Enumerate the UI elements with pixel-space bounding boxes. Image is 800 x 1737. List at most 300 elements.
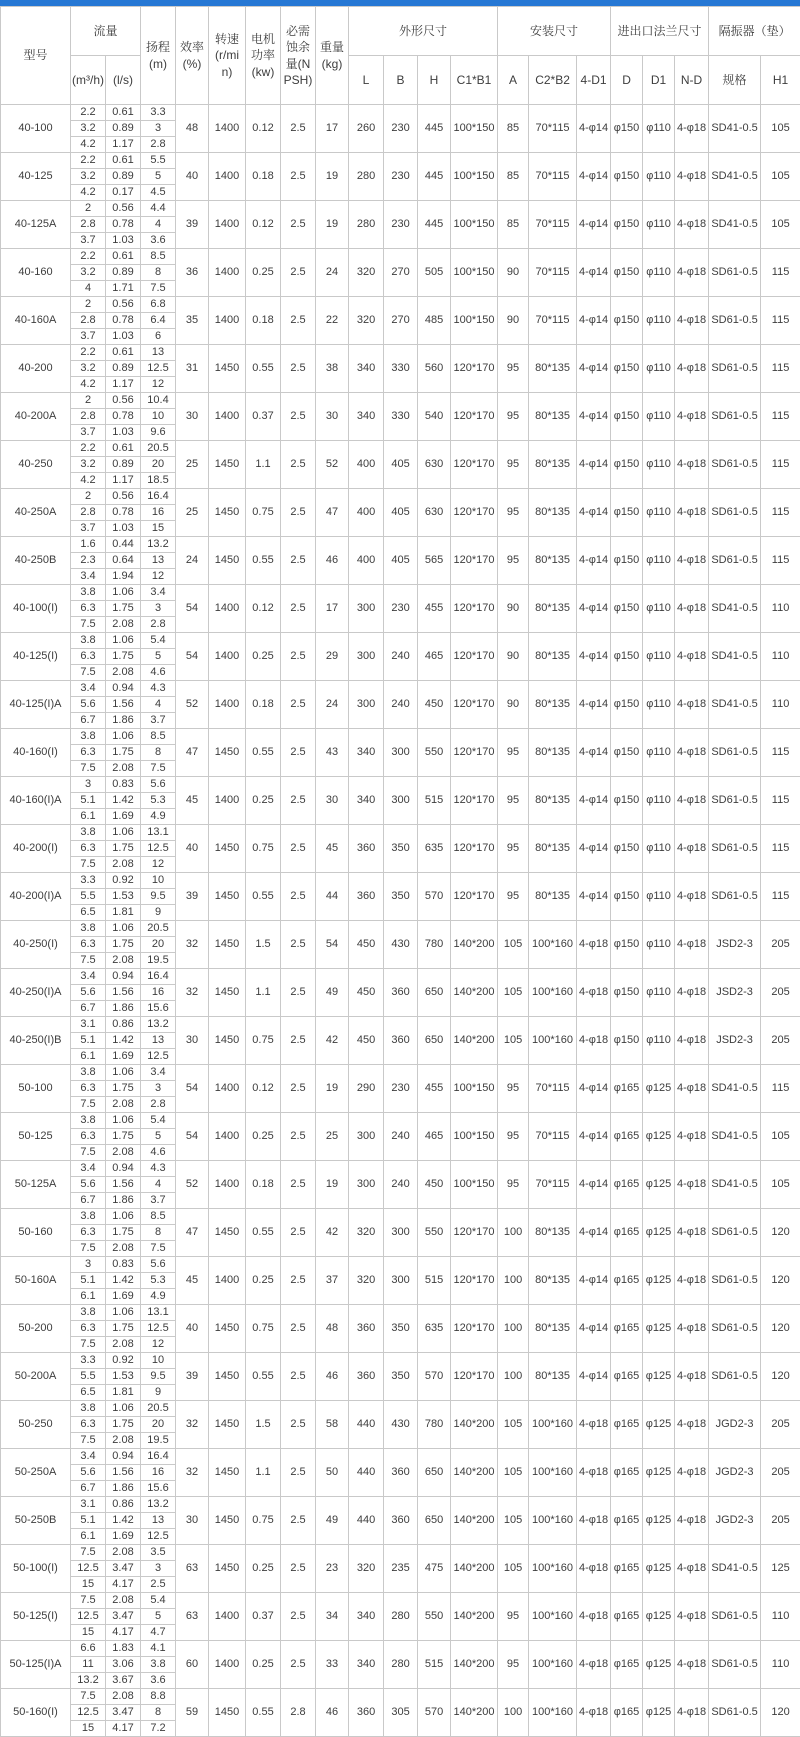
value-cell: 35 (176, 297, 209, 345)
flow-ls-cell: 2.08 (106, 1689, 141, 1705)
value-cell: 90 (498, 633, 529, 681)
value-cell: 340 (349, 729, 384, 777)
head-cell: 12.5 (141, 1529, 176, 1545)
flow-m3h-cell: 13.2 (71, 1673, 106, 1689)
value-cell: 0.37 (246, 1593, 281, 1641)
value-cell: 4-φ18 (675, 489, 709, 537)
head-cell: 16.4 (141, 969, 176, 985)
value-cell: 205 (761, 1401, 800, 1449)
value-cell: 140*200 (451, 1641, 498, 1689)
value-cell: φ125 (643, 1641, 675, 1689)
table-row (1, 969, 800, 985)
model-cell: 40-125A (1, 201, 71, 249)
value-cell: 2.5 (281, 1449, 316, 1497)
value-cell: 350 (384, 1353, 418, 1401)
value-cell: 25 (176, 489, 209, 537)
value-cell: 90 (498, 585, 529, 633)
value-cell: 360 (349, 825, 384, 873)
flow-m3h-cell: 3.4 (71, 1449, 106, 1465)
model-cell: 50-100(I) (1, 1545, 71, 1593)
value-cell: 110 (761, 585, 800, 633)
value-cell: 70*115 (529, 153, 577, 201)
value-cell: 1400 (209, 633, 246, 681)
value-cell: 47 (316, 489, 349, 537)
flow-m3h-cell: 3.7 (71, 329, 106, 345)
value-cell: SD61-0.5 (709, 393, 761, 441)
value-cell: 450 (349, 1017, 384, 1065)
table-row (1, 489, 800, 505)
value-cell: φ110 (643, 825, 675, 873)
flow-m3h-cell: 5.1 (71, 1273, 106, 1289)
value-cell: 95 (498, 537, 529, 585)
value-cell: 515 (418, 777, 451, 825)
value-cell: 52 (316, 441, 349, 489)
value-cell: φ165 (611, 1497, 643, 1545)
value-cell: 4-φ18 (675, 1257, 709, 1305)
value-cell: 4-φ18 (675, 1017, 709, 1065)
flow-ls-cell: 1.42 (106, 1273, 141, 1289)
value-cell: 2.5 (281, 489, 316, 537)
flow-ls-cell: 0.86 (106, 1017, 141, 1033)
flow-ls-cell: 1.06 (106, 921, 141, 937)
flow-m3h-cell: 3.8 (71, 1401, 106, 1417)
value-cell: 205 (761, 1449, 800, 1497)
value-cell: 80*135 (529, 1257, 577, 1305)
value-cell: 25 (316, 1113, 349, 1161)
value-cell: 120*170 (451, 441, 498, 489)
value-cell: 95 (498, 1593, 529, 1641)
value-cell: φ110 (643, 585, 675, 633)
value-cell: 2.5 (281, 1401, 316, 1449)
value-cell: 80*135 (529, 345, 577, 393)
value-cell: φ125 (643, 1545, 675, 1593)
flow-m3h-cell: 3.4 (71, 1161, 106, 1177)
flow-m3h-cell: 2.2 (71, 441, 106, 457)
value-cell: 4-φ18 (577, 1689, 611, 1737)
value-cell: 140*200 (451, 1689, 498, 1737)
value-cell: 120*170 (451, 777, 498, 825)
value-cell: 37 (316, 1257, 349, 1305)
flow-m3h-cell: 4.2 (71, 377, 106, 393)
value-cell: φ110 (643, 777, 675, 825)
value-cell: φ110 (643, 441, 675, 489)
value-cell: φ110 (643, 153, 675, 201)
value-cell: 2.5 (281, 585, 316, 633)
value-cell: 475 (418, 1545, 451, 1593)
value-cell: 115 (761, 825, 800, 873)
model-cell: 40-160(I)A (1, 777, 71, 825)
value-cell: 360 (349, 873, 384, 921)
value-cell: 95 (498, 1113, 529, 1161)
value-cell: 515 (418, 1257, 451, 1305)
flow-m3h-cell: 2.2 (71, 345, 106, 361)
flow-ls-cell: 0.61 (106, 345, 141, 361)
flow-m3h-cell: 7.5 (71, 1145, 106, 1161)
value-cell: 4-φ14 (577, 297, 611, 345)
value-cell: 2.5 (281, 297, 316, 345)
value-cell: 47 (176, 729, 209, 777)
value-cell: 4-φ18 (675, 1689, 709, 1737)
flow-ls-cell: 1.42 (106, 1033, 141, 1049)
flow-ls-cell: 2.08 (106, 1337, 141, 1353)
value-cell: 1450 (209, 1545, 246, 1593)
flow-m3h-cell: 6.3 (71, 1225, 106, 1241)
model-cell: 40-200 (1, 345, 71, 393)
value-cell: 440 (349, 1401, 384, 1449)
value-cell: 4-φ18 (675, 1449, 709, 1497)
value-cell: 0.18 (246, 153, 281, 201)
head-cell: 13.1 (141, 825, 176, 841)
table-header (1, 7, 800, 105)
flow-ls-cell: 2.08 (106, 953, 141, 969)
flow-ls-cell: 0.78 (106, 409, 141, 425)
value-cell: 110 (761, 633, 800, 681)
header-install-a: A (498, 56, 529, 105)
model-cell: 50-125(I)A (1, 1641, 71, 1689)
pump-spec-table (0, 6, 800, 1737)
value-cell: 205 (761, 921, 800, 969)
flow-m3h-cell: 5.1 (71, 1513, 106, 1529)
flow-m3h-cell: 6.7 (71, 713, 106, 729)
flow-ls-cell: 1.06 (106, 1305, 141, 1321)
flow-ls-cell: 0.89 (106, 361, 141, 377)
value-cell: 1450 (209, 345, 246, 393)
value-cell: 45 (176, 777, 209, 825)
header-dim-b: B (384, 56, 418, 105)
head-cell: 5.5 (141, 153, 176, 169)
value-cell: 105 (761, 105, 800, 153)
value-cell: 115 (761, 489, 800, 537)
value-cell: 4-φ18 (675, 441, 709, 489)
value-cell: 32 (176, 921, 209, 969)
flow-ls-cell: 0.94 (106, 1449, 141, 1465)
flow-m3h-cell: 7.5 (71, 1097, 106, 1113)
value-cell: 40 (176, 153, 209, 201)
value-cell: 450 (418, 681, 451, 729)
value-cell: 115 (761, 249, 800, 297)
value-cell: 80*135 (529, 825, 577, 873)
value-cell: 205 (761, 1497, 800, 1545)
flow-m3h-cell: 4.2 (71, 185, 106, 201)
value-cell: 300 (349, 1113, 384, 1161)
value-cell: 340 (349, 1593, 384, 1641)
value-cell: φ125 (643, 1209, 675, 1257)
value-cell: 405 (384, 489, 418, 537)
flow-m3h-cell: 6.7 (71, 1001, 106, 1017)
flow-ls-cell: 1.42 (106, 793, 141, 809)
model-cell: 40-125(I) (1, 633, 71, 681)
flow-ls-cell: 0.92 (106, 873, 141, 889)
value-cell: 2.5 (281, 1065, 316, 1113)
value-cell: SD61-0.5 (709, 441, 761, 489)
value-cell: φ125 (643, 1353, 675, 1401)
value-cell: 95 (498, 441, 529, 489)
value-cell: 445 (418, 201, 451, 249)
value-cell: 140*200 (451, 1593, 498, 1641)
value-cell: 95 (498, 1161, 529, 1209)
value-cell: φ150 (611, 825, 643, 873)
value-cell: 450 (418, 1161, 451, 1209)
value-cell: 70*115 (529, 201, 577, 249)
value-cell: 1.5 (246, 1401, 281, 1449)
flow-m3h-cell: 3.4 (71, 569, 106, 585)
value-cell: φ150 (611, 1017, 643, 1065)
value-cell: 485 (418, 297, 451, 345)
value-cell: 115 (761, 729, 800, 777)
value-cell: 2.5 (281, 1593, 316, 1641)
value-cell: SD61-0.5 (709, 249, 761, 297)
value-cell: 100*150 (451, 1065, 498, 1113)
value-cell: 105 (761, 1161, 800, 1209)
value-cell: 4-φ18 (675, 1353, 709, 1401)
value-cell: 140*200 (451, 1545, 498, 1593)
value-cell: 360 (349, 1689, 384, 1737)
value-cell: 100*150 (451, 1161, 498, 1209)
value-cell: 440 (349, 1449, 384, 1497)
value-cell: 4-φ18 (675, 1209, 709, 1257)
flow-m3h-cell: 12.5 (71, 1609, 106, 1625)
model-cell: 40-250(I) (1, 921, 71, 969)
value-cell: 230 (384, 105, 418, 153)
head-cell: 7.5 (141, 1241, 176, 1257)
flow-m3h-cell: 6.3 (71, 649, 106, 665)
value-cell: 0.12 (246, 1065, 281, 1113)
value-cell: φ150 (611, 153, 643, 201)
value-cell: 455 (418, 1065, 451, 1113)
head-cell: 20 (141, 457, 176, 473)
value-cell: φ165 (611, 1593, 643, 1641)
header-install-group: 安装尺寸 (498, 7, 611, 56)
flow-m3h-cell: 3.2 (71, 169, 106, 185)
value-cell: 120*170 (451, 1257, 498, 1305)
model-cell: 40-200(I)A (1, 873, 71, 921)
value-cell: 80*135 (529, 873, 577, 921)
value-cell: 2.5 (281, 1497, 316, 1545)
flow-ls-cell: 1.03 (106, 521, 141, 537)
value-cell: 0.55 (246, 873, 281, 921)
value-cell: 4-φ14 (577, 1353, 611, 1401)
flow-ls-cell: 1.75 (106, 1129, 141, 1145)
value-cell: SD61-0.5 (709, 777, 761, 825)
value-cell: 70*115 (529, 1161, 577, 1209)
flow-m3h-cell: 3.7 (71, 521, 106, 537)
flow-m3h-cell: 7.5 (71, 1593, 106, 1609)
header-flange-nd: N-D (675, 56, 709, 105)
flow-ls-cell: 0.56 (106, 489, 141, 505)
header-flange-group: 进出口法兰尺寸 (611, 7, 709, 56)
value-cell: 1400 (209, 201, 246, 249)
flow-m3h-cell: 7.5 (71, 953, 106, 969)
head-cell: 8.5 (141, 729, 176, 745)
flow-ls-cell: 1.75 (106, 1225, 141, 1241)
flow-ls-cell: 1.53 (106, 889, 141, 905)
value-cell: 48 (176, 105, 209, 153)
head-cell: 3.4 (141, 585, 176, 601)
value-cell: 17 (316, 105, 349, 153)
value-cell: 120*170 (451, 345, 498, 393)
value-cell: φ165 (611, 1401, 643, 1449)
flow-m3h-cell: 3.8 (71, 633, 106, 649)
flow-m3h-cell: 6.5 (71, 1385, 106, 1401)
value-cell: 230 (384, 201, 418, 249)
value-cell: 2.5 (281, 1305, 316, 1353)
value-cell: 230 (384, 1065, 418, 1113)
value-cell: 360 (384, 969, 418, 1017)
value-cell: 2.5 (281, 393, 316, 441)
value-cell: 100 (498, 1689, 529, 1737)
header-npsh: 必需蚀余量(NPSH) (281, 7, 316, 105)
header-model: 型号 (1, 7, 71, 105)
value-cell: 47 (176, 1209, 209, 1257)
flow-ls-cell: 1.69 (106, 1529, 141, 1545)
value-cell: 120*170 (451, 1353, 498, 1401)
value-cell: φ110 (643, 201, 675, 249)
flow-m3h-cell: 4.2 (71, 137, 106, 153)
flow-m3h-cell: 6.3 (71, 841, 106, 857)
model-cell: 40-160A (1, 297, 71, 345)
flow-ls-cell: 2.08 (106, 1545, 141, 1561)
flow-m3h-cell: 6.1 (71, 1049, 106, 1065)
flow-ls-cell: 4.17 (106, 1721, 141, 1737)
value-cell: 1400 (209, 1161, 246, 1209)
value-cell: 0.12 (246, 585, 281, 633)
value-cell: 100*150 (451, 153, 498, 201)
value-cell: SD41-0.5 (709, 585, 761, 633)
value-cell: 4-φ18 (675, 249, 709, 297)
flow-ls-cell: 0.61 (106, 441, 141, 457)
flow-m3h-cell: 4.2 (71, 473, 106, 489)
value-cell: 550 (418, 1209, 451, 1257)
head-cell: 5 (141, 1609, 176, 1625)
value-cell: 19 (316, 201, 349, 249)
value-cell: 360 (349, 1353, 384, 1401)
value-cell: 330 (384, 393, 418, 441)
flow-ls-cell: 1.03 (106, 329, 141, 345)
flow-m3h-cell: 5.6 (71, 985, 106, 1001)
table-row (1, 777, 800, 793)
flow-m3h-cell: 3.3 (71, 873, 106, 889)
value-cell: 2.5 (281, 633, 316, 681)
value-cell: 100*150 (451, 249, 498, 297)
value-cell: 305 (384, 1689, 418, 1737)
value-cell: φ165 (611, 1689, 643, 1737)
value-cell: φ110 (643, 489, 675, 537)
flow-ls-cell: 0.83 (106, 1257, 141, 1273)
value-cell: φ110 (643, 345, 675, 393)
value-cell: 80*135 (529, 489, 577, 537)
value-cell: 90 (498, 249, 529, 297)
flow-ls-cell: 1.75 (106, 601, 141, 617)
value-cell: 4-φ18 (675, 537, 709, 585)
flow-ls-cell: 1.75 (106, 937, 141, 953)
value-cell: 34 (316, 1593, 349, 1641)
value-cell: 54 (176, 633, 209, 681)
value-cell: 70*115 (529, 1113, 577, 1161)
value-cell: 49 (316, 969, 349, 1017)
value-cell: 19 (316, 1161, 349, 1209)
value-cell: 340 (349, 777, 384, 825)
value-cell: 2.5 (281, 1017, 316, 1065)
flow-m3h-cell: 6.1 (71, 809, 106, 825)
flow-m3h-cell: 3.2 (71, 265, 106, 281)
flow-m3h-cell: 2.8 (71, 409, 106, 425)
value-cell: 650 (418, 1449, 451, 1497)
head-cell: 20.5 (141, 921, 176, 937)
value-cell: 115 (761, 1065, 800, 1113)
value-cell: 405 (384, 441, 418, 489)
value-cell: 570 (418, 1689, 451, 1737)
value-cell: 4-φ14 (577, 1209, 611, 1257)
value-cell: SD61-0.5 (709, 1257, 761, 1305)
flow-m3h-cell: 3.7 (71, 233, 106, 249)
value-cell: 140*200 (451, 1401, 498, 1449)
value-cell: 105 (498, 1497, 529, 1545)
value-cell: 25 (176, 441, 209, 489)
head-cell: 16 (141, 1465, 176, 1481)
head-cell: 4.9 (141, 809, 176, 825)
value-cell: 85 (498, 153, 529, 201)
flow-ls-cell: 2.08 (106, 1241, 141, 1257)
head-cell: 9 (141, 1385, 176, 1401)
head-cell: 4.1 (141, 1641, 176, 1657)
value-cell: SD61-0.5 (709, 1353, 761, 1401)
value-cell: 100 (498, 1257, 529, 1305)
value-cell: 780 (418, 1401, 451, 1449)
header-dim-l: L (349, 56, 384, 105)
head-cell: 12.5 (141, 1049, 176, 1065)
value-cell: 115 (761, 345, 800, 393)
flow-ls-cell: 1.86 (106, 1001, 141, 1017)
value-cell: 0.25 (246, 1545, 281, 1593)
value-cell: SD61-0.5 (709, 1689, 761, 1737)
value-cell: φ110 (643, 921, 675, 969)
head-cell: 3.4 (141, 1065, 176, 1081)
model-cell: 40-200A (1, 393, 71, 441)
value-cell: 300 (384, 1257, 418, 1305)
value-cell: 4-φ18 (675, 873, 709, 921)
flow-ls-cell: 1.56 (106, 985, 141, 1001)
value-cell: 4-φ18 (675, 969, 709, 1017)
flow-m3h-cell: 3.8 (71, 1305, 106, 1321)
table-row (1, 249, 800, 265)
flow-m3h-cell: 6.1 (71, 1529, 106, 1545)
flow-ls-cell: 1.69 (106, 1049, 141, 1065)
flow-ls-cell: 1.81 (106, 905, 141, 921)
model-cell: 40-100 (1, 105, 71, 153)
model-cell: 40-125 (1, 153, 71, 201)
flow-ls-cell: 1.69 (106, 809, 141, 825)
head-cell: 9.5 (141, 1369, 176, 1385)
flow-ls-cell: 1.75 (106, 1081, 141, 1097)
value-cell: 52 (176, 681, 209, 729)
value-cell: 70*115 (529, 297, 577, 345)
flow-m3h-cell: 5.1 (71, 793, 106, 809)
value-cell: 42 (316, 1209, 349, 1257)
value-cell: 2.5 (281, 777, 316, 825)
value-cell: 0.37 (246, 393, 281, 441)
value-cell: 2.5 (281, 1209, 316, 1257)
table-row (1, 441, 800, 457)
flow-ls-cell: 2.08 (106, 761, 141, 777)
value-cell: 1400 (209, 297, 246, 345)
flow-m3h-cell: 15 (71, 1721, 106, 1737)
value-cell: 540 (418, 393, 451, 441)
value-cell: 50 (316, 1449, 349, 1497)
head-cell: 3.6 (141, 1673, 176, 1689)
flow-ls-cell: 1.06 (106, 585, 141, 601)
flow-ls-cell: 1.83 (106, 1641, 141, 1657)
value-cell: 0.55 (246, 1689, 281, 1737)
